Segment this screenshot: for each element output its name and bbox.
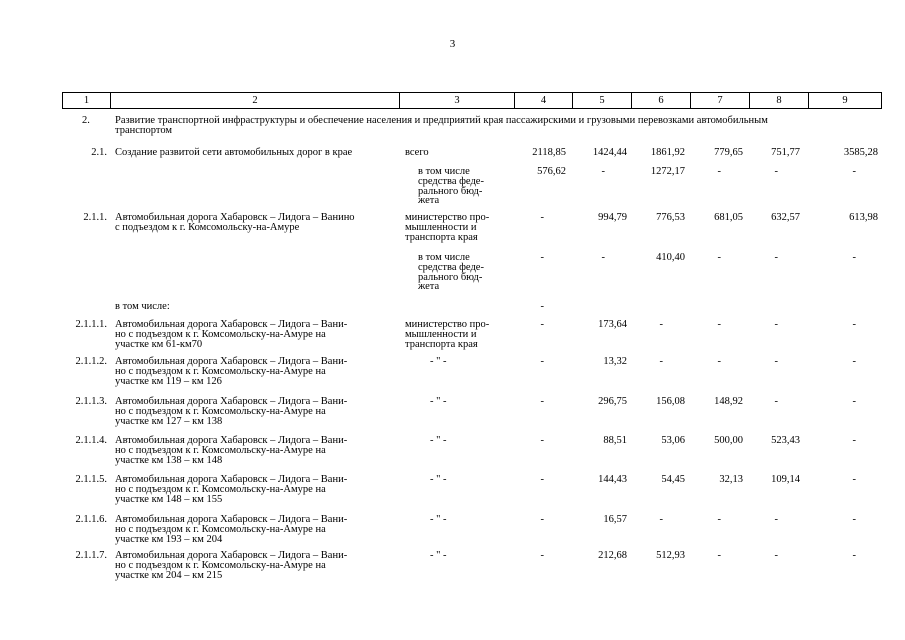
row-source-line: министерство про- [405, 212, 490, 223]
row-source-line: мышленности и [405, 221, 477, 233]
row-name-line: с подъездом к г. Комсомольску-на-Амуре [115, 221, 300, 233]
row-name-line: но с подъездом к г. Комсомольску-на-Амуре на [115, 483, 326, 495]
page-number: 3 [449, 38, 456, 50]
row-value: - [774, 514, 778, 525]
row-name-line: но с подъездом к г. Комсомольску-на-Амуре на [115, 405, 326, 417]
row-value: - [852, 319, 856, 330]
row-value: 296,75 [598, 396, 627, 407]
row-value: 681,05 [714, 212, 743, 223]
row-value: - [774, 356, 778, 367]
row-value: - [852, 166, 856, 177]
row-name-line: Создание развитой сети автомобильных дорог в крае [115, 147, 353, 158]
row-name-line: но с подъездом к г. Комсомольску-на-Амуре на [115, 559, 326, 571]
row-value: 751,77 [771, 147, 800, 158]
row-value: - [659, 356, 663, 367]
row-value: - [540, 550, 544, 561]
row-value: - [540, 319, 544, 330]
column-header: 3 [400, 93, 515, 109]
row-number: 2.1.1.4. [75, 435, 107, 446]
row-source-line: рального бюд- [418, 185, 483, 197]
row-value: - [852, 356, 856, 367]
row-name-line: участке км 193 – км 204 [115, 533, 223, 545]
row-number: 2.1.1.7. [75, 550, 107, 561]
row-value: 16,57 [603, 514, 627, 525]
row-value: 632,57 [771, 212, 800, 223]
column-header: 8 [750, 93, 809, 109]
row-number: 2.1.1.6. [75, 514, 107, 525]
row-name-line: но с подъездом к г. Комсомольску-на-Амуре на [115, 365, 326, 377]
row-source-line: - " - [430, 396, 447, 407]
row-source-line: мышленности и [405, 328, 477, 340]
row-name-line: участке км 204 – км 215 [115, 569, 223, 581]
row-name-line: Автомобильная дорога Хабаровск – Лидога – Вани- [115, 356, 348, 367]
row-source-line: рального бюд- [418, 271, 483, 283]
row-value: - [717, 252, 721, 263]
row-value: 54,45 [661, 474, 685, 485]
row-source-line: - " - [430, 356, 447, 367]
row-value: - [852, 252, 856, 263]
row-value: 410,40 [656, 252, 685, 263]
row-value: 576,62 [537, 166, 566, 177]
row-value: - [659, 319, 663, 330]
row-value: 613,98 [849, 212, 878, 223]
row-source-line: министерство про- [405, 319, 490, 330]
row-name-line: Автомобильная дорога Хабаровск – Лидога – Ванино [115, 212, 355, 223]
row-value: 53,06 [661, 435, 685, 446]
row-name-line: участке км 127 – км 138 [115, 415, 223, 427]
row-source-line: средства феде- [418, 175, 484, 187]
row-value: - [852, 435, 856, 446]
row-value: 212,68 [598, 550, 627, 561]
row-value: - [852, 474, 856, 485]
row-value: - [852, 396, 856, 407]
row-number: 2.1.1.5. [75, 474, 107, 485]
row-value: - [717, 514, 721, 525]
row-value: - [540, 435, 544, 446]
row-source-line: жета [418, 195, 440, 207]
section-title-line: транспортом [115, 125, 173, 136]
section-number: 2. [82, 115, 90, 126]
row-value: - [774, 166, 778, 177]
row-name-line: участке км 138 – км 148 [115, 454, 223, 466]
section-title-line: Развитие транспортной инфраструктуры и обеспечение населения и предприятий края пассажирскими и грузовыми перевозками автомобильным [115, 115, 768, 126]
row-value: - [540, 301, 544, 312]
row-value: - [540, 474, 544, 485]
row-value: - [717, 550, 721, 561]
row-value: 512,93 [656, 550, 685, 561]
row-number: 2.1.1. [83, 212, 107, 223]
row-value: 3585,28 [843, 147, 878, 158]
row-value: - [601, 252, 605, 263]
column-header: 1 [63, 93, 111, 109]
row-source-line: - " - [430, 550, 447, 561]
row-value: - [852, 550, 856, 561]
row-value: - [717, 319, 721, 330]
column-header: 9 [809, 93, 882, 109]
row-name-line: но с подъездом к г. Комсомольску-на-Амуре на [115, 328, 326, 340]
row-value: - [540, 252, 544, 263]
row-value: - [717, 166, 721, 177]
row-number: 2.1.1.1. [75, 319, 107, 330]
row-name-line: в том числе: [115, 301, 170, 312]
row-name-line: но с подъездом к г. Комсомольску-на-Амуре на [115, 444, 326, 456]
row-value: - [717, 356, 721, 367]
row-value: 1424,44 [592, 147, 627, 158]
column-header: 5 [573, 93, 632, 109]
row-value: 144,43 [598, 474, 627, 485]
row-value: - [774, 550, 778, 561]
row-source-line: - " - [430, 514, 447, 525]
row-value: 2118,85 [532, 147, 566, 158]
row-value: 1272,17 [650, 166, 685, 177]
row-name-line: участке км 148 – км 155 [115, 493, 223, 505]
row-value: 776,53 [656, 212, 685, 223]
row-value: - [774, 319, 778, 330]
row-value: - [540, 212, 544, 223]
row-value: - [659, 514, 663, 525]
row-number: 2.1.1.2. [75, 356, 107, 367]
row-value: - [852, 514, 856, 525]
row-source-line: в том числе [418, 252, 470, 263]
row-value: - [601, 166, 605, 177]
row-number: 2.1. [91, 147, 107, 158]
row-value: 779,65 [714, 147, 743, 158]
row-name-line: Автомобильная дорога Хабаровск – Лидога – Вани- [115, 435, 348, 446]
row-name-line: участке км 61-км70 [115, 338, 203, 350]
row-source-line: - " - [430, 435, 447, 446]
row-value: - [540, 356, 544, 367]
column-header: 7 [691, 93, 750, 109]
row-name-line: но с подъездом к г. Комсомольску-на-Амуре на [115, 523, 326, 535]
row-value: - [774, 252, 778, 263]
row-source-line: транспорта края [405, 231, 478, 243]
row-value: 32,13 [719, 474, 743, 485]
row-source-line: жета [418, 281, 440, 293]
row-name-line: Автомобильная дорога Хабаровск – Лидога – Вани- [115, 396, 348, 407]
row-name-line: Автомобильная дорога Хабаровск – Лидога – Вани- [115, 514, 348, 525]
row-value: 13,32 [603, 356, 627, 367]
column-header: 2 [111, 93, 400, 109]
row-value: 500,00 [714, 435, 743, 446]
row-source-line: транспорта края [405, 338, 478, 350]
row-value: 148,92 [714, 396, 743, 407]
row-value: 109,14 [771, 474, 800, 485]
row-source-line: всего [405, 147, 429, 158]
row-value: 156,08 [656, 396, 685, 407]
row-value: - [774, 396, 778, 407]
row-value: - [540, 514, 544, 525]
row-value: - [540, 396, 544, 407]
row-number: 2.1.1.3. [75, 396, 107, 407]
row-name-line: Автомобильная дорога Хабаровск – Лидога – Вани- [115, 550, 348, 561]
row-name-line: участке км 119 – км 126 [115, 375, 222, 387]
row-value: 173,64 [598, 319, 627, 330]
row-value: 523,43 [771, 435, 800, 446]
row-name-line: Автомобильная дорога Хабаровск – Лидога – Вани- [115, 319, 348, 330]
row-source-line: в том числе [418, 166, 470, 177]
row-name-line: Автомобильная дорога Хабаровск – Лидога – Вани- [115, 474, 348, 485]
column-header: 4 [515, 93, 573, 109]
row-value: 994,79 [598, 212, 627, 223]
row-source-line: - " - [430, 474, 447, 485]
column-header: 6 [632, 93, 691, 109]
row-source-line: средства феде- [418, 261, 484, 273]
row-value: 88,51 [603, 435, 627, 446]
row-value: 1861,92 [650, 147, 685, 158]
